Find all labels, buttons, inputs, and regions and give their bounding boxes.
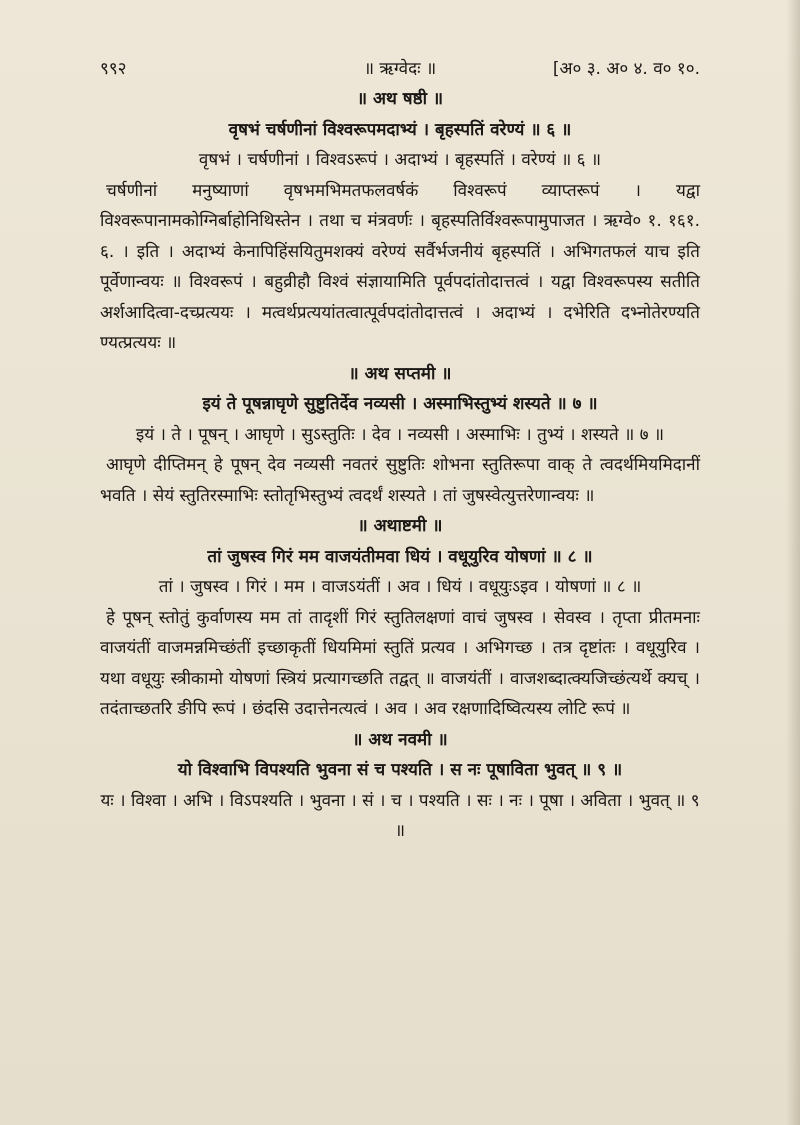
commentary-paragraph: चर्षणीनां मनुष्याणां वृषभमभिमतफलवर्षकं विश्वरूपं व्याप्तरूपं । यद्वा विश्वरूपानामकोग्निर्बाहोनिथिस्तेन । तथा च मंत्रवर्णः । बृहस्पतिर्विश्वरूपामुपाजत । ऋग्वे० १. १६१. ६. । इति । अदाभ्यं केनापिहिंसयितुमशक्यं वरेण्यं सर्वैर्भजनीयं बृहस्पतिं । अभिगतफलं याच इति पूर्वेणान्वयः ॥ विश्वरूपं । बहुव्रीहौ विश्वं संज्ञायामिति पूर्वपदांतोदात्तत्वं । यद्वा विश्वरूपस्य सतीति अर्शआदित्वा-दच्प्रत्ययः । मत्वर्थप्रत्ययांतत्वात्पूर्वपदांतोदात्तत्वं । अदाभ्यं । दभेरिति दभ्नोतेरण्यति ण्यत्प्रत्ययः ॥ <box>100 180 700 353</box>
section-heading: ॥ अथाष्टमी ॥ <box>357 516 443 536</box>
running-title: ॥ ऋग्वेदः ॥ <box>363 59 437 79</box>
section-heading: ॥ अथ सप्तमी ॥ <box>348 363 452 384</box>
section-reference: [अ० ३. अ० ४. व० १०. <box>552 59 700 79</box>
mantra-verse: यो विश्वाभि विपश्यति भुवना सं च पश्यति । स नः पूषाविता भुवत् ॥ ९ ॥ <box>177 760 623 780</box>
commentary-paragraph: आघृणे दीप्तिमन् हे पूषन् देव नव्यसी नवतरं सुष्टुतिः शोभना स्तुतिरूपा वाक् ते त्वदर्थमियमिदानीं भवति । सेयं स्तुतिरस्माभिः स्तोतृभिस्तुभ्यं त्वदर्थं शस्यते । तां जुषस्वेत्युत्तरेणान्वयः ॥ <box>100 455 700 506</box>
pada-patha: इयं । ते । पूषन् । आघृणे । सुऽस्तुतिः । देव । नव्यसी । अस्माभिः । तुभ्यं । शस्यते ॥ ७ ॥ <box>135 424 665 445</box>
section-heading: ॥ अथ षष्ठी ॥ <box>356 89 444 109</box>
pada-patha: यः । विश्वा । अभि । विऽपश्यति । भुवना । सं । च । पश्यति । सः । नः । पूषा । अविता । भुवत् ॥ ९ ॥ <box>100 790 700 841</box>
page-edge-shadow <box>786 0 800 1125</box>
mantra-verse: तां जुषस्व गिरं मम वाजयंतीमवा धियं । वधूयुरिव योषणां ॥ ८ ॥ <box>207 546 593 567</box>
mantra-verse: इयं ते पूषन्नाघृणे सुष्टुतिर्देव नव्यसी । अस्माभिस्तुभ्यं शस्यते ॥ ७ ॥ <box>202 394 598 414</box>
running-header <box>100 56 700 82</box>
pada-patha: तां । जुषस्व । गिरं । मम । वाजऽयंतीं । अव । धियं । वधूयुःऽइव । योषणां ॥ ८ ॥ <box>158 577 642 597</box>
section-heading: ॥ अथ नवमी ॥ <box>352 729 448 750</box>
commentary-paragraph: हे पूषन् स्तोतुं कुर्वाणस्य मम तां तादृशीं गिरं स्तुतिलक्षणां वाचं जुषस्व । सेवस्व । तृप्ता प्रीतमनाः वाजयंतीं वाजमन्नमिच्छंतीं इच्छाकृतीं धियमिमां स्तुतिं प्रत्यव । अभिगच्छ । तत्र दृष्टांतः । वधूयुरिव । यथा वधूयुः स्त्रीकामो योषणां स्त्रियं प्रत्यागच्छति तद्वत् ॥ वाजयंतीं । वाजशब्दात्क्यजिच्छंत्यर्थे क्यच् । तदंताच्छतरि ङीपि रूपं । छंदसि उदात्तेनत्यत्वं । अव । अव रक्षणादिष्वित्यस्य लोटि रूपं ॥ <box>100 607 700 719</box>
page-number: ९९२ <box>100 59 127 79</box>
pada-patha: वृषभं । चर्षणीनां । विश्वऽरूपं । अदाभ्यं । बृहस्पतिं । वरेण्यं ॥ ६ ॥ <box>198 150 602 170</box>
text-body <box>100 84 700 847</box>
mantra-verse: वृषभं चर्षणीनां विश्वरूपमदाभ्यं । बृहस्पतिं वरेण्यं ॥ ६ ॥ <box>228 119 572 140</box>
